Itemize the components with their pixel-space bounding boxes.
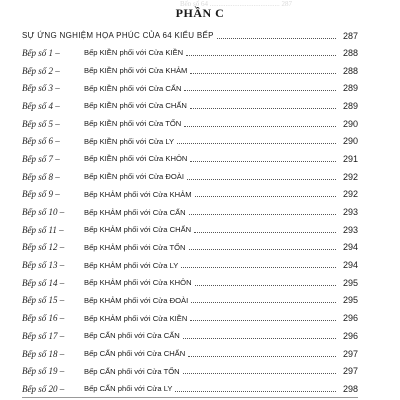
dot-leader <box>195 284 336 286</box>
toc-entry[interactable] <box>22 150 358 168</box>
dot-leader <box>187 178 336 180</box>
entry-number: Bếp số 6 – <box>22 136 60 147</box>
dot-leader <box>217 37 336 39</box>
toc-entry[interactable] <box>22 256 358 274</box>
entry-number: Bếp số 8 – <box>22 171 60 182</box>
page-number: 290 <box>342 118 358 129</box>
toc-entry[interactable] <box>22 345 358 363</box>
page-number: 297 <box>342 348 358 359</box>
entry-number: Bếp số 17 – <box>22 330 65 341</box>
entry-number: Bếp số 10 – <box>22 207 65 218</box>
toc-entry[interactable] <box>22 186 358 204</box>
dot-leader <box>181 266 336 268</box>
toc-intro-label: SỰ ỨNG NGHIỆM HỌA PHÚC CỦA 64 KIỂU BẾP <box>22 31 214 40</box>
page-number: 292 <box>342 189 358 200</box>
dot-leader <box>183 337 336 339</box>
entry-description: Bếp KIỀN phối với Cửa ĐOÀI <box>84 172 184 182</box>
entry-description: Bếp KIỀN phối với Cửa KHÔN <box>84 154 188 164</box>
entry-description: Bếp KHẢM phối với Cửa LY <box>84 260 179 270</box>
dot-leader <box>188 355 336 357</box>
entry-description: Bếp KHẢM phối với Cửa ĐOÀI <box>84 295 189 305</box>
dot-leader <box>190 107 336 109</box>
dot-leader <box>195 195 336 197</box>
entry-number: Bếp số 12 – <box>22 242 65 253</box>
toc-entry[interactable] <box>22 132 358 150</box>
entry-number: Bếp số 15 – <box>22 295 65 306</box>
dot-leader <box>190 72 336 74</box>
dot-leader <box>175 390 336 392</box>
page-number: 298 <box>342 383 358 394</box>
entry-description: Bếp KIỀN phối với Cửa KHẢM <box>84 66 188 76</box>
toc-entry[interactable] <box>22 239 358 257</box>
entry-description: Bếp KIỀN phối với Cửa CHẤN <box>84 101 187 111</box>
entry-number: Bếp số 3 – <box>22 83 60 94</box>
entry-number: Bếp số 20 – <box>22 383 65 394</box>
entry-description: Bếp KHẢM phối với Cửa TỐN <box>84 242 186 252</box>
entry-description: Bếp CẤN phối với Cửa TỐN <box>84 366 180 376</box>
page-number: 296 <box>342 313 358 324</box>
page-number: 296 <box>342 330 358 341</box>
toc-entry[interactable] <box>22 274 358 292</box>
toc-intro-row[interactable] <box>22 27 358 41</box>
entry-number: Bếp số 5 – <box>22 118 60 129</box>
entry-description: Bếp KHẢM phối với Cửa KIỀN <box>84 313 188 323</box>
page-number: 294 <box>342 260 358 271</box>
dot-leader <box>190 160 336 162</box>
entry-description: Bếp KHẢM phối với Cửa CHẤN <box>84 225 192 235</box>
entry-description: Bếp KIỀN phối với Cửa CẤN <box>84 83 182 93</box>
page-number: 291 <box>342 153 358 164</box>
toc-entry[interactable] <box>22 62 358 80</box>
entry-number: Bếp số 16 – <box>22 313 65 324</box>
entry-number: Bếp số 1 – <box>22 47 60 58</box>
entry-description: Bếp KHẢM phối với Cửa KHẢM <box>84 189 192 199</box>
toc-entry[interactable] <box>22 44 358 62</box>
page-number: 288 <box>342 65 358 76</box>
page-number: 295 <box>342 277 358 288</box>
entry-description: Bếp CẤN phối với Cửa CHẤN <box>84 349 186 359</box>
toc-entry[interactable] <box>22 168 358 186</box>
entry-number: Bếp số 7 – <box>22 153 60 164</box>
dot-leader <box>184 89 336 91</box>
page-number: 288 <box>342 47 358 58</box>
toc-entry[interactable] <box>22 380 358 398</box>
page-number: 294 <box>342 242 358 253</box>
toc-entry[interactable] <box>22 97 358 115</box>
entry-number: Bếp số 11 – <box>22 224 64 235</box>
dot-leader <box>189 248 336 250</box>
dot-leader <box>177 142 336 144</box>
toc-entry[interactable] <box>22 115 358 133</box>
page-number: 287 <box>342 31 358 41</box>
dot-leader <box>186 54 336 56</box>
entry-number: Bếp số 2 – <box>22 65 60 76</box>
section-title: PHẦN C <box>175 6 225 20</box>
entry-description: Bếp KIỀN phối với Cửa LY <box>84 136 175 146</box>
toc-entry[interactable] <box>22 203 358 221</box>
dot-leader <box>190 319 336 321</box>
toc-entry[interactable] <box>22 292 358 310</box>
dot-leader <box>191 301 336 303</box>
entry-number: Bếp số 4 – <box>22 100 60 111</box>
entry-number: Bếp số 19 – <box>22 366 65 377</box>
entry-description: Bếp CẤN phối với Cửa CẤN <box>84 331 180 341</box>
page-number: 292 <box>342 171 358 182</box>
toc-entry[interactable] <box>22 221 358 239</box>
entry-number: Bếp số 9 – <box>22 189 60 200</box>
entry-description: Bếp KIỀN phối với Cửa KIỀN <box>84 48 184 58</box>
toc-entry[interactable] <box>22 327 358 345</box>
entry-number: Bếp số 13 – <box>22 260 65 271</box>
dot-leader <box>189 213 336 215</box>
page-number: 290 <box>342 136 358 147</box>
entry-number: Bếp số 18 – <box>22 348 65 359</box>
entry-description: Bếp CẤN phối với Cửa LY <box>84 384 173 394</box>
dot-leader <box>184 125 336 127</box>
dot-leader <box>194 231 336 233</box>
entry-description: Bếp KHẢM phối với Cửa KHÔN <box>84 278 192 288</box>
bottom-rule <box>22 397 358 398</box>
toc-entry[interactable] <box>22 309 358 327</box>
toc-entry-list <box>22 44 358 398</box>
page-number: 289 <box>342 83 358 94</box>
page-number: 289 <box>342 100 358 111</box>
page-number: 297 <box>342 366 358 377</box>
entry-description: Bếp KIỀN phối với Cửa TỐN <box>84 119 182 129</box>
page-number: 293 <box>342 224 358 235</box>
dot-leader <box>183 372 336 374</box>
toc-entry[interactable] <box>22 362 358 380</box>
toc-entry[interactable] <box>22 79 358 97</box>
faded-header-text: Bếp số 64 ........................................ 287 <box>180 0 292 6</box>
entry-description: Bếp KHẢM phối với Cửa CẤN <box>84 207 186 217</box>
page-number: 293 <box>342 207 358 218</box>
page-number: 295 <box>342 295 358 306</box>
entry-number: Bếp số 14 – <box>22 277 65 288</box>
